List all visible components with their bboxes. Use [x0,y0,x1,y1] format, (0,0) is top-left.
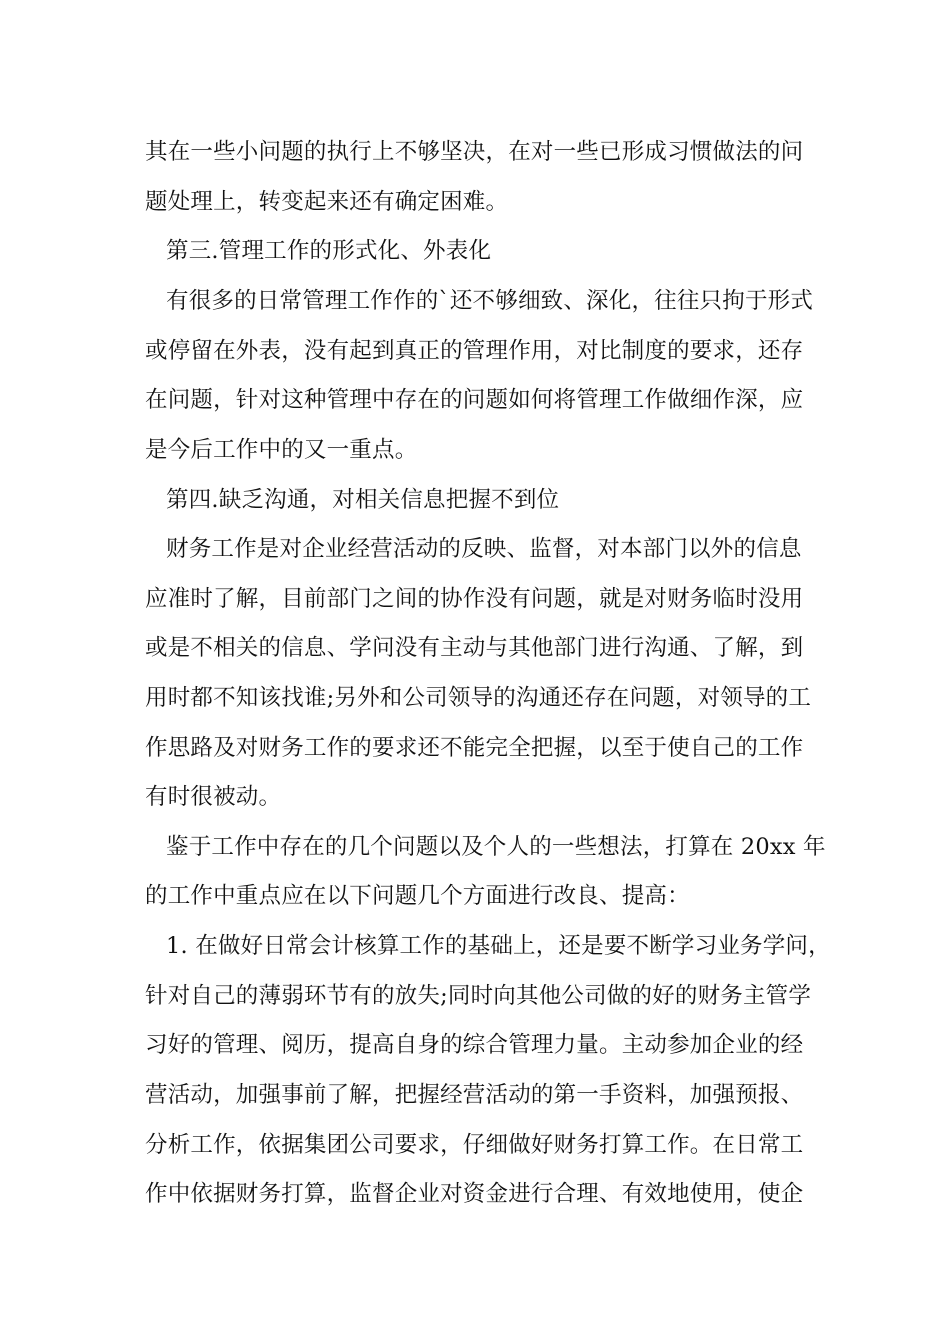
text-line: 的工作中重点应在以下问题几个方面进行改良、提高： [145,883,690,909]
text-line: 有很多的日常管理工作作的`还不够细致、深化，往往只拘于形式 [166,288,814,314]
section-heading: 第四.缺乏沟通，对相关信息把握不到位 [166,487,560,513]
text-line: 分析工作，依据集团公司要求，仔细做好财务打算工作。在日常工 [145,1132,804,1158]
text-line: 用时都不知该找谁;另外和公司领导的沟通还存在问题，对领导的工 [145,685,812,711]
text-line: 鉴于工作中存在的几个问题以及个人的一些想法，打算在 20xx 年 [166,834,826,860]
text-line: 应准时了解，目前部门之间的协作没有问题，就是对财务临时没用 [145,586,804,612]
text-line: 针对自己的薄弱环节有的放失;同时向其他公司做的好的财务主管学 [145,983,812,1009]
list-item: 1. 在做好日常会计核算工作的基础上，还是要不断学习业务学问， [166,933,831,959]
text-line: 在问题，针对这种管理中存在的问题如何将管理工作做细作深，应 [145,387,804,413]
text-line: 财务工作是对企业经营活动的反映、监督，对本部门以外的信息 [166,536,802,562]
text-line: 或停留在外表，没有起到真正的管理作用，对比制度的要求，还存 [145,338,804,364]
text-line: 营活动，加强事前了解，把握经营活动的第一手资料，加强预报、 [145,1082,804,1108]
section-heading: 第三.管理工作的形式化、外表化 [166,238,492,264]
text-line: 题处理上，转变起来还有确定困难。 [145,189,509,215]
text-line: 作中依据财务打算，监督企业对资金进行合理、有效地使用，使企 [145,1181,804,1207]
text-line: 有时很被动。 [145,784,282,810]
text-line: 作思路及对财务工作的要求还不能完全把握，以至于使自己的工作 [145,735,804,761]
text-line: 是今后工作中的又一重点。 [145,437,418,463]
text-line: 习好的管理、阅历，提高自身的综合管理力量。主动参加企业的经 [145,1032,804,1058]
text-line: 或是不相关的信息、学问没有主动与其他部门进行沟通、了解，到 [145,635,804,661]
text-line: 其在一些小问题的执行上不够坚决，在对一些已形成习惯做法的问 [145,139,804,165]
